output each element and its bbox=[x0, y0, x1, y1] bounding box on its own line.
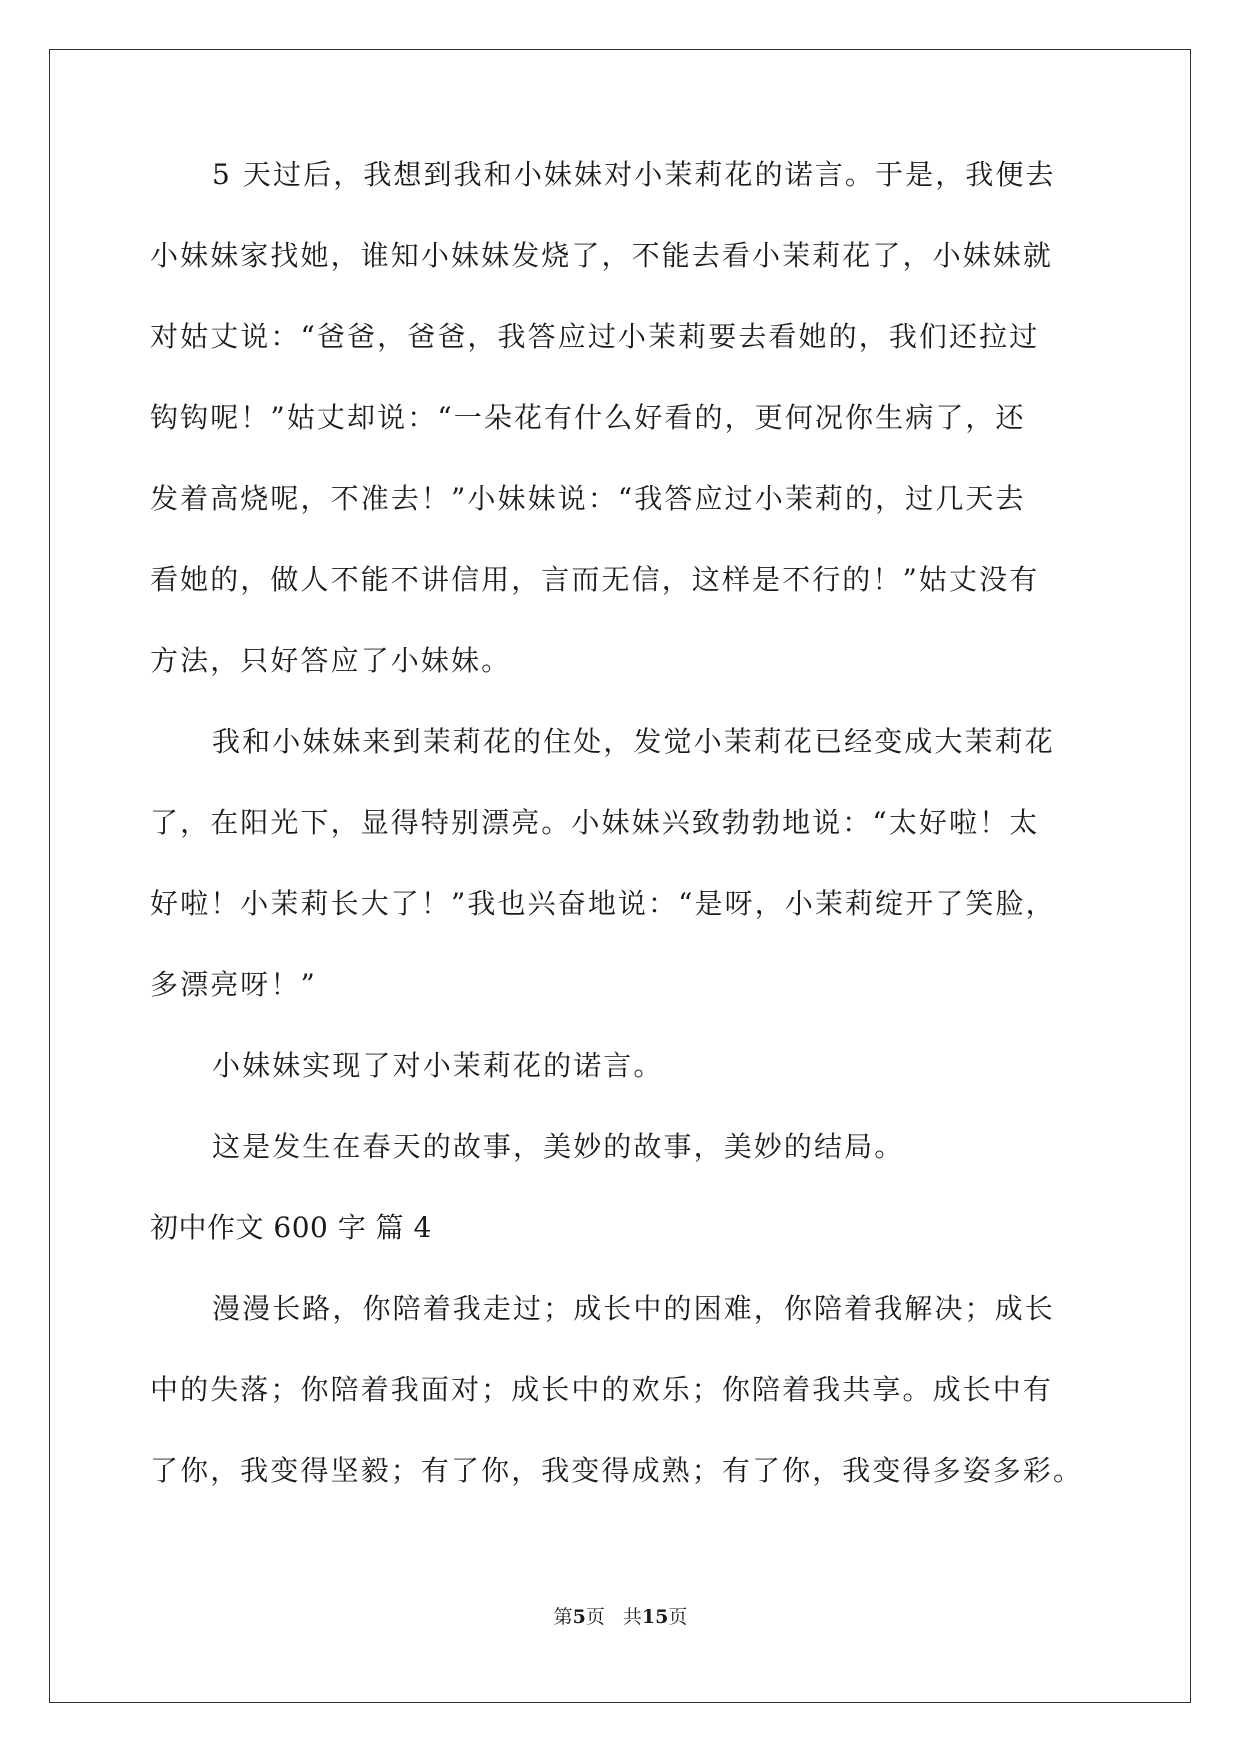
paragraph-line: 看她的，做人不能不讲信用，言而无信，这样是不行的！”姑丈没有 bbox=[150, 563, 1040, 596]
paragraph-line: 漫漫长路，你陪着我走过；成长中的困难，你陪着我解决；成长 bbox=[212, 1292, 1055, 1325]
page-number: 5 bbox=[572, 1606, 586, 1628]
paragraph-line: 钩钩呢！”姑丈却说：“一朵花有什么好看的，更何况你生病了，还 bbox=[150, 401, 1026, 434]
paragraph-line: 好啦！小茉莉长大了！”我也兴奋地说：“是呀，小茉莉绽开了笑脸， bbox=[150, 887, 1056, 920]
document-body bbox=[150, 155, 1090, 1532]
paragraph-line: 小妹妹实现了对小茉莉花的诺言。 bbox=[212, 1049, 664, 1082]
paragraph-line: 方法，只好答应了小妹妹。 bbox=[150, 644, 512, 677]
section-heading: 初中作文 600 字 篇 4 bbox=[150, 1211, 432, 1244]
page-footer bbox=[0, 1604, 1241, 1630]
paragraph-line: 小妹妹家找她，谁知小妹妹发烧了，不能去看小茉莉花了，小妹妹就 bbox=[150, 239, 1054, 272]
paragraph-line: 我和小妹妹来到茉莉花的住处，发觉小茉莉花已经变成大茉莉花 bbox=[212, 725, 1055, 758]
paragraph-line: 中的失落；你陪着我面对；成长中的欢乐；你陪着我共享。成长中有 bbox=[150, 1373, 1054, 1406]
paragraph-line: 发着高烧呢，不准去！”小妹妹说：“我答应过小茉莉的，过几天去 bbox=[150, 482, 1026, 515]
paragraph-line: 了，在阳光下，显得特别漂亮。小妹妹兴致勃勃地说：“太好啦！太 bbox=[150, 806, 1040, 839]
paragraph-line: 了你，我变得坚毅；有了你，我变得成熟；有了你，我变得多姿多彩。 bbox=[150, 1454, 1084, 1487]
paragraph-line: 多漂亮呀！” bbox=[150, 968, 317, 1001]
page-suffix: 页 bbox=[585, 1606, 605, 1628]
total-suffix: 页 bbox=[668, 1606, 688, 1628]
total-pages: 15 bbox=[641, 1606, 669, 1628]
paragraph-line: 对姑丈说：“爸爸，爸爸，我答应过小茉莉要去看她的，我们还拉过 bbox=[150, 320, 1040, 353]
page-prefix: 第 bbox=[553, 1606, 573, 1628]
paragraph-line: 5 天过后，我想到我和小妹妹对小茉莉花的诺言。于是，我便去 bbox=[212, 158, 1056, 191]
paragraph-line: 这是发生在春天的故事，美妙的故事，美妙的结局。 bbox=[212, 1130, 905, 1163]
total-prefix: 共 bbox=[622, 1606, 642, 1628]
